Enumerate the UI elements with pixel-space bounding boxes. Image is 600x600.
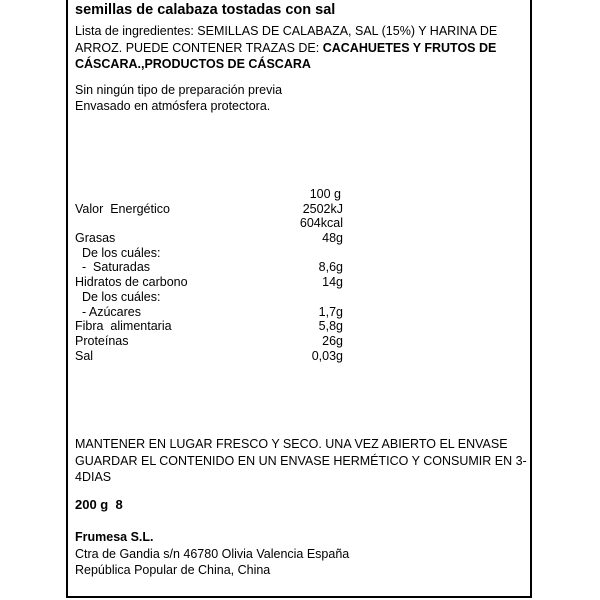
packaging-text: Envasado en atmósfera protectora. (75, 99, 271, 113)
nutrition-row (75, 334, 375, 349)
nutrient-value: 1,7g (318, 304, 343, 319)
nutrition-row (75, 216, 375, 231)
nutrient-value: 26g (322, 333, 343, 348)
ingredients-text: Lista de ingredientes: SEMILLAS DE CALABAZA, SAL (15%) Y HARINA DE ARROZ. PUEDE CONTENER TRAZAS DE: (75, 24, 498, 55)
nutrient-value: 0,03g (311, 348, 343, 363)
nutrition-row (75, 260, 375, 275)
nutrient-label: - Azúcares (75, 304, 141, 319)
nutrient-value: 2502kJ (302, 201, 343, 216)
nutrition-row (75, 231, 375, 246)
nutrient-value: 5,8g (318, 319, 343, 334)
nutrition-row (75, 349, 375, 364)
nutrition-header: 100 g (309, 187, 341, 201)
nutrient-label: Sal (75, 348, 94, 363)
nutrition-table (75, 187, 375, 363)
net-weight: 200 g 8 (75, 497, 123, 512)
storage-instructions: MANTENER EN LUGAR FRESCO Y SECO. UNA VEZ ABIERTO EL ENVASE GUARDAR EL CONTENIDO EN UN ENVASE HERMÉTICO Y CONSUMIR EN 3-4DIAS (75, 437, 527, 484)
nutrient-label: De los cuáles: (75, 289, 161, 304)
nutrient-label: Grasas (75, 231, 116, 246)
nutrient-label: Proteínas (75, 333, 129, 348)
allergens-text: CACAHUETES Y FRUTOS DE CÁSCARA.,PRODUCTOS DE CÁSCARA (75, 40, 497, 71)
nutrient-label: De los cuáles: (75, 245, 161, 260)
nutrition-header-row (75, 187, 375, 202)
nutrient-value: 8,6g (318, 260, 343, 275)
nutrient-value: 48g (322, 231, 343, 246)
nutrient-label: Valor Energético (75, 201, 170, 216)
nutrient-value: 14g (322, 275, 343, 290)
company-name: Frumesa S.L. (75, 530, 154, 544)
nutrition-row (75, 202, 375, 217)
nutrition-row (75, 246, 375, 261)
product-title: semillas de calabaza tostadas con sal (75, 2, 336, 18)
nutrient-label: Hidratos de carbono (75, 275, 188, 290)
nutrient-label: Fibra alimentaria (75, 319, 172, 334)
country-of-origin: República Popular de China, China (75, 563, 271, 577)
nutrient-label: - Saturadas (75, 260, 151, 275)
nutrient-value: 604kcal (299, 216, 343, 231)
company-address: Ctra de Gandia s/n 46780 Olivia Valencia España (75, 546, 350, 561)
nutrition-row (75, 290, 375, 305)
company-info (75, 529, 349, 579)
nutrition-row (75, 305, 375, 320)
nutrition-row (75, 319, 375, 334)
preparation-text: Sin ningún tipo de preparación previa (75, 83, 283, 97)
ingredients-list (75, 23, 527, 73)
nutrition-row (75, 275, 375, 290)
